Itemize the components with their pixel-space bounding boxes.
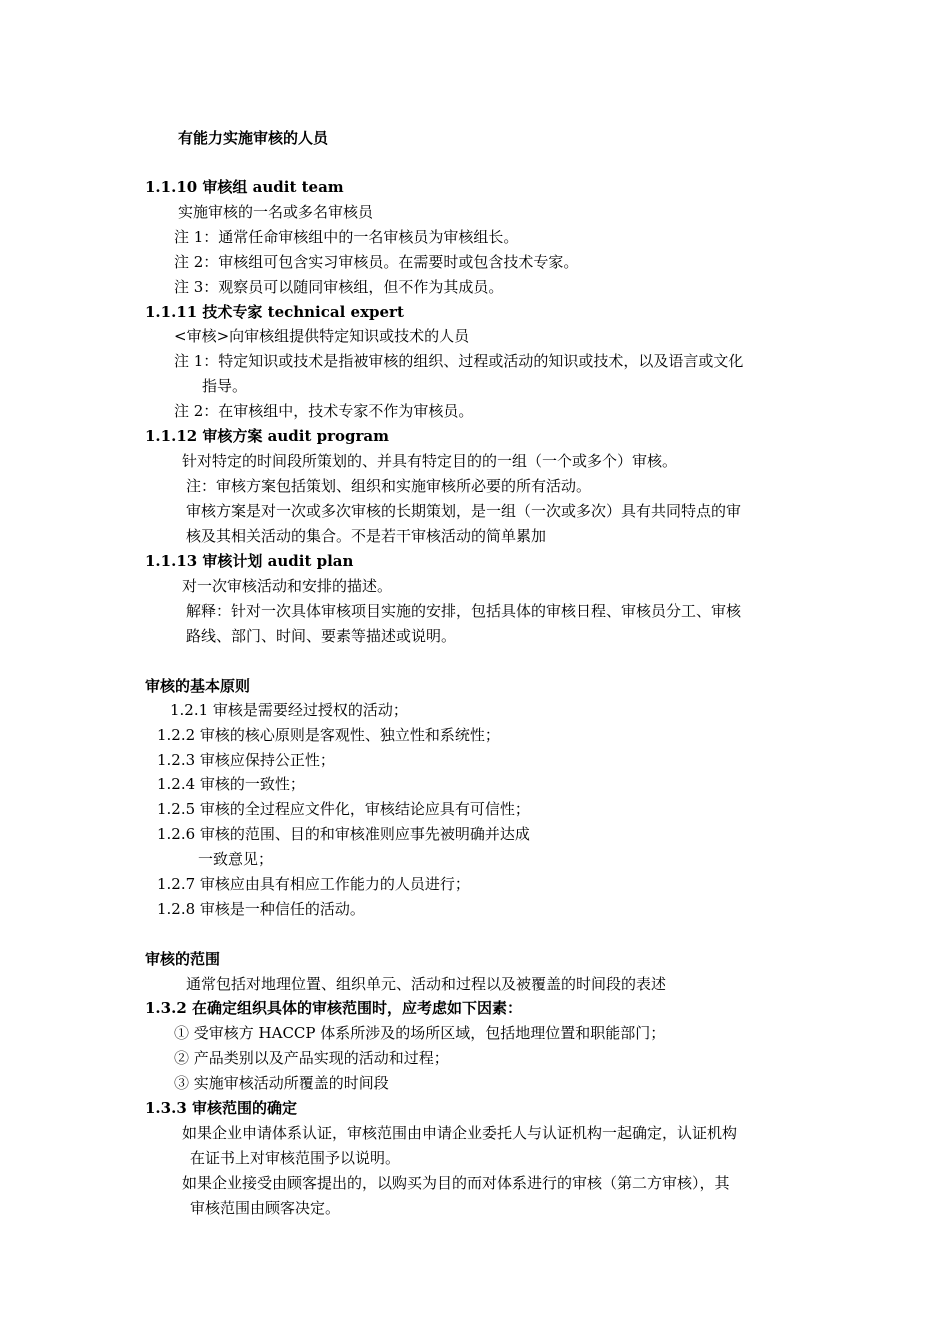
principle-item: 1.2.2 审核的核心原则是客观性、独立性和系统性； <box>157 726 500 744</box>
term-heading: 1.1.12 审核方案 audit program <box>145 427 389 445</box>
section-heading: 审核的范围 <box>145 950 221 968</box>
term-heading: 1.1.10 审核组 audit team <box>145 178 344 196</box>
principle-item: 1.2.7 审核应由具有相应工作能力的人员进行； <box>157 875 470 893</box>
body-text-continuation: 审核范围由顾客决定。 <box>190 1199 341 1217</box>
principle-item: 1.2.4 审核的一致性； <box>157 775 305 793</box>
explanation-text-continuation: 核及其相关活动的集合。不是若干审核活动的简单累加 <box>186 527 547 545</box>
note-text: 注 2：在审核组中，技术专家不作为审核员。 <box>174 402 474 420</box>
section-heading: 有能力实施审核的人员 <box>178 129 329 147</box>
explanation-text: 审核方案是对一次或多次审核的长期策划，是一组（一次或多次）具有共同特点的审 <box>186 502 742 520</box>
term-heading: 1.3.2 在确定组织具体的审核范围时，应考虑如下因素： <box>145 999 522 1017</box>
principle-item: 1.2.1 审核是需要经过授权的活动； <box>170 701 408 719</box>
term-heading: 1.3.3 审核范围的确定 <box>145 1099 297 1117</box>
definition-text: 对一次审核活动和安排的描述。 <box>182 577 393 595</box>
note-text: 注 1：特定知识或技术是指被审核的组织、过程或活动的知识或技术，以及语言或文化 <box>174 352 744 370</box>
body-text: 如果企业接受由顾客提出的，以购买为目的而对体系进行的审核（第二方审核），其 <box>182 1174 730 1192</box>
definition-text: <审核>向审核组提供特定知识或技术的人员 <box>174 327 470 345</box>
principle-item-continuation: 一致意见； <box>198 850 274 868</box>
body-text-continuation: 在证书上对审核范围予以说明。 <box>190 1149 401 1167</box>
principle-item: 1.2.6 审核的范围、目的和审核准则应事先被明确并达成 <box>157 825 530 843</box>
factor-item: ② 产品类别以及产品实现的活动和过程； <box>174 1049 449 1067</box>
term-heading: 1.1.13 审核计划 audit plan <box>145 552 354 570</box>
note-text: 注 1：通常任命审核组中的一名审核员为审核组长。 <box>174 228 519 246</box>
principle-item: 1.2.8 审核是一种信任的活动。 <box>157 900 365 918</box>
section-heading: 审核的基本原则 <box>145 677 251 695</box>
definition-text: 实施审核的一名或多名审核员 <box>178 203 374 221</box>
definition-text: 通常包括对地理位置、组织单元、活动和过程以及被覆盖的时间段的表述 <box>186 975 667 993</box>
principle-item: 1.2.3 审核应保持公正性； <box>157 751 335 769</box>
factor-item: ③ 实施审核活动所覆盖的时间段 <box>174 1074 389 1092</box>
note-text: 注 2：审核组可包含实习审核员。在需要时或包含技术专家。 <box>174 253 579 271</box>
factor-item: ① 受审核方 HACCP 体系所涉及的场所区域，包括地理位置和职能部门； <box>174 1024 666 1042</box>
explanation-text-continuation: 路线、部门、时间、要素等描述或说明。 <box>186 627 457 645</box>
explanation-text: 解释：针对一次具体审核项目实施的安排，包括具体的审核日程、审核员分工、审核 <box>186 602 742 620</box>
note-text: 注：审核方案包括策划、组织和实施审核所必要的所有活动。 <box>186 477 592 495</box>
note-text-continuation: 指导。 <box>202 377 248 395</box>
note-text: 注 3：观察员可以随同审核组，但不作为其成员。 <box>174 278 504 296</box>
principle-item: 1.2.5 审核的全过程应文件化，审核结论应具有可信性； <box>157 800 530 818</box>
body-text: 如果企业申请体系认证，审核范围由申请企业委托人与认证机构一起确定，认证机构 <box>182 1124 738 1142</box>
term-heading: 1.1.11 技术专家 technical expert <box>145 303 404 321</box>
definition-text: 针对特定的时间段所策划的、并具有特定目的的一组（一个或多个）审核。 <box>182 452 678 470</box>
